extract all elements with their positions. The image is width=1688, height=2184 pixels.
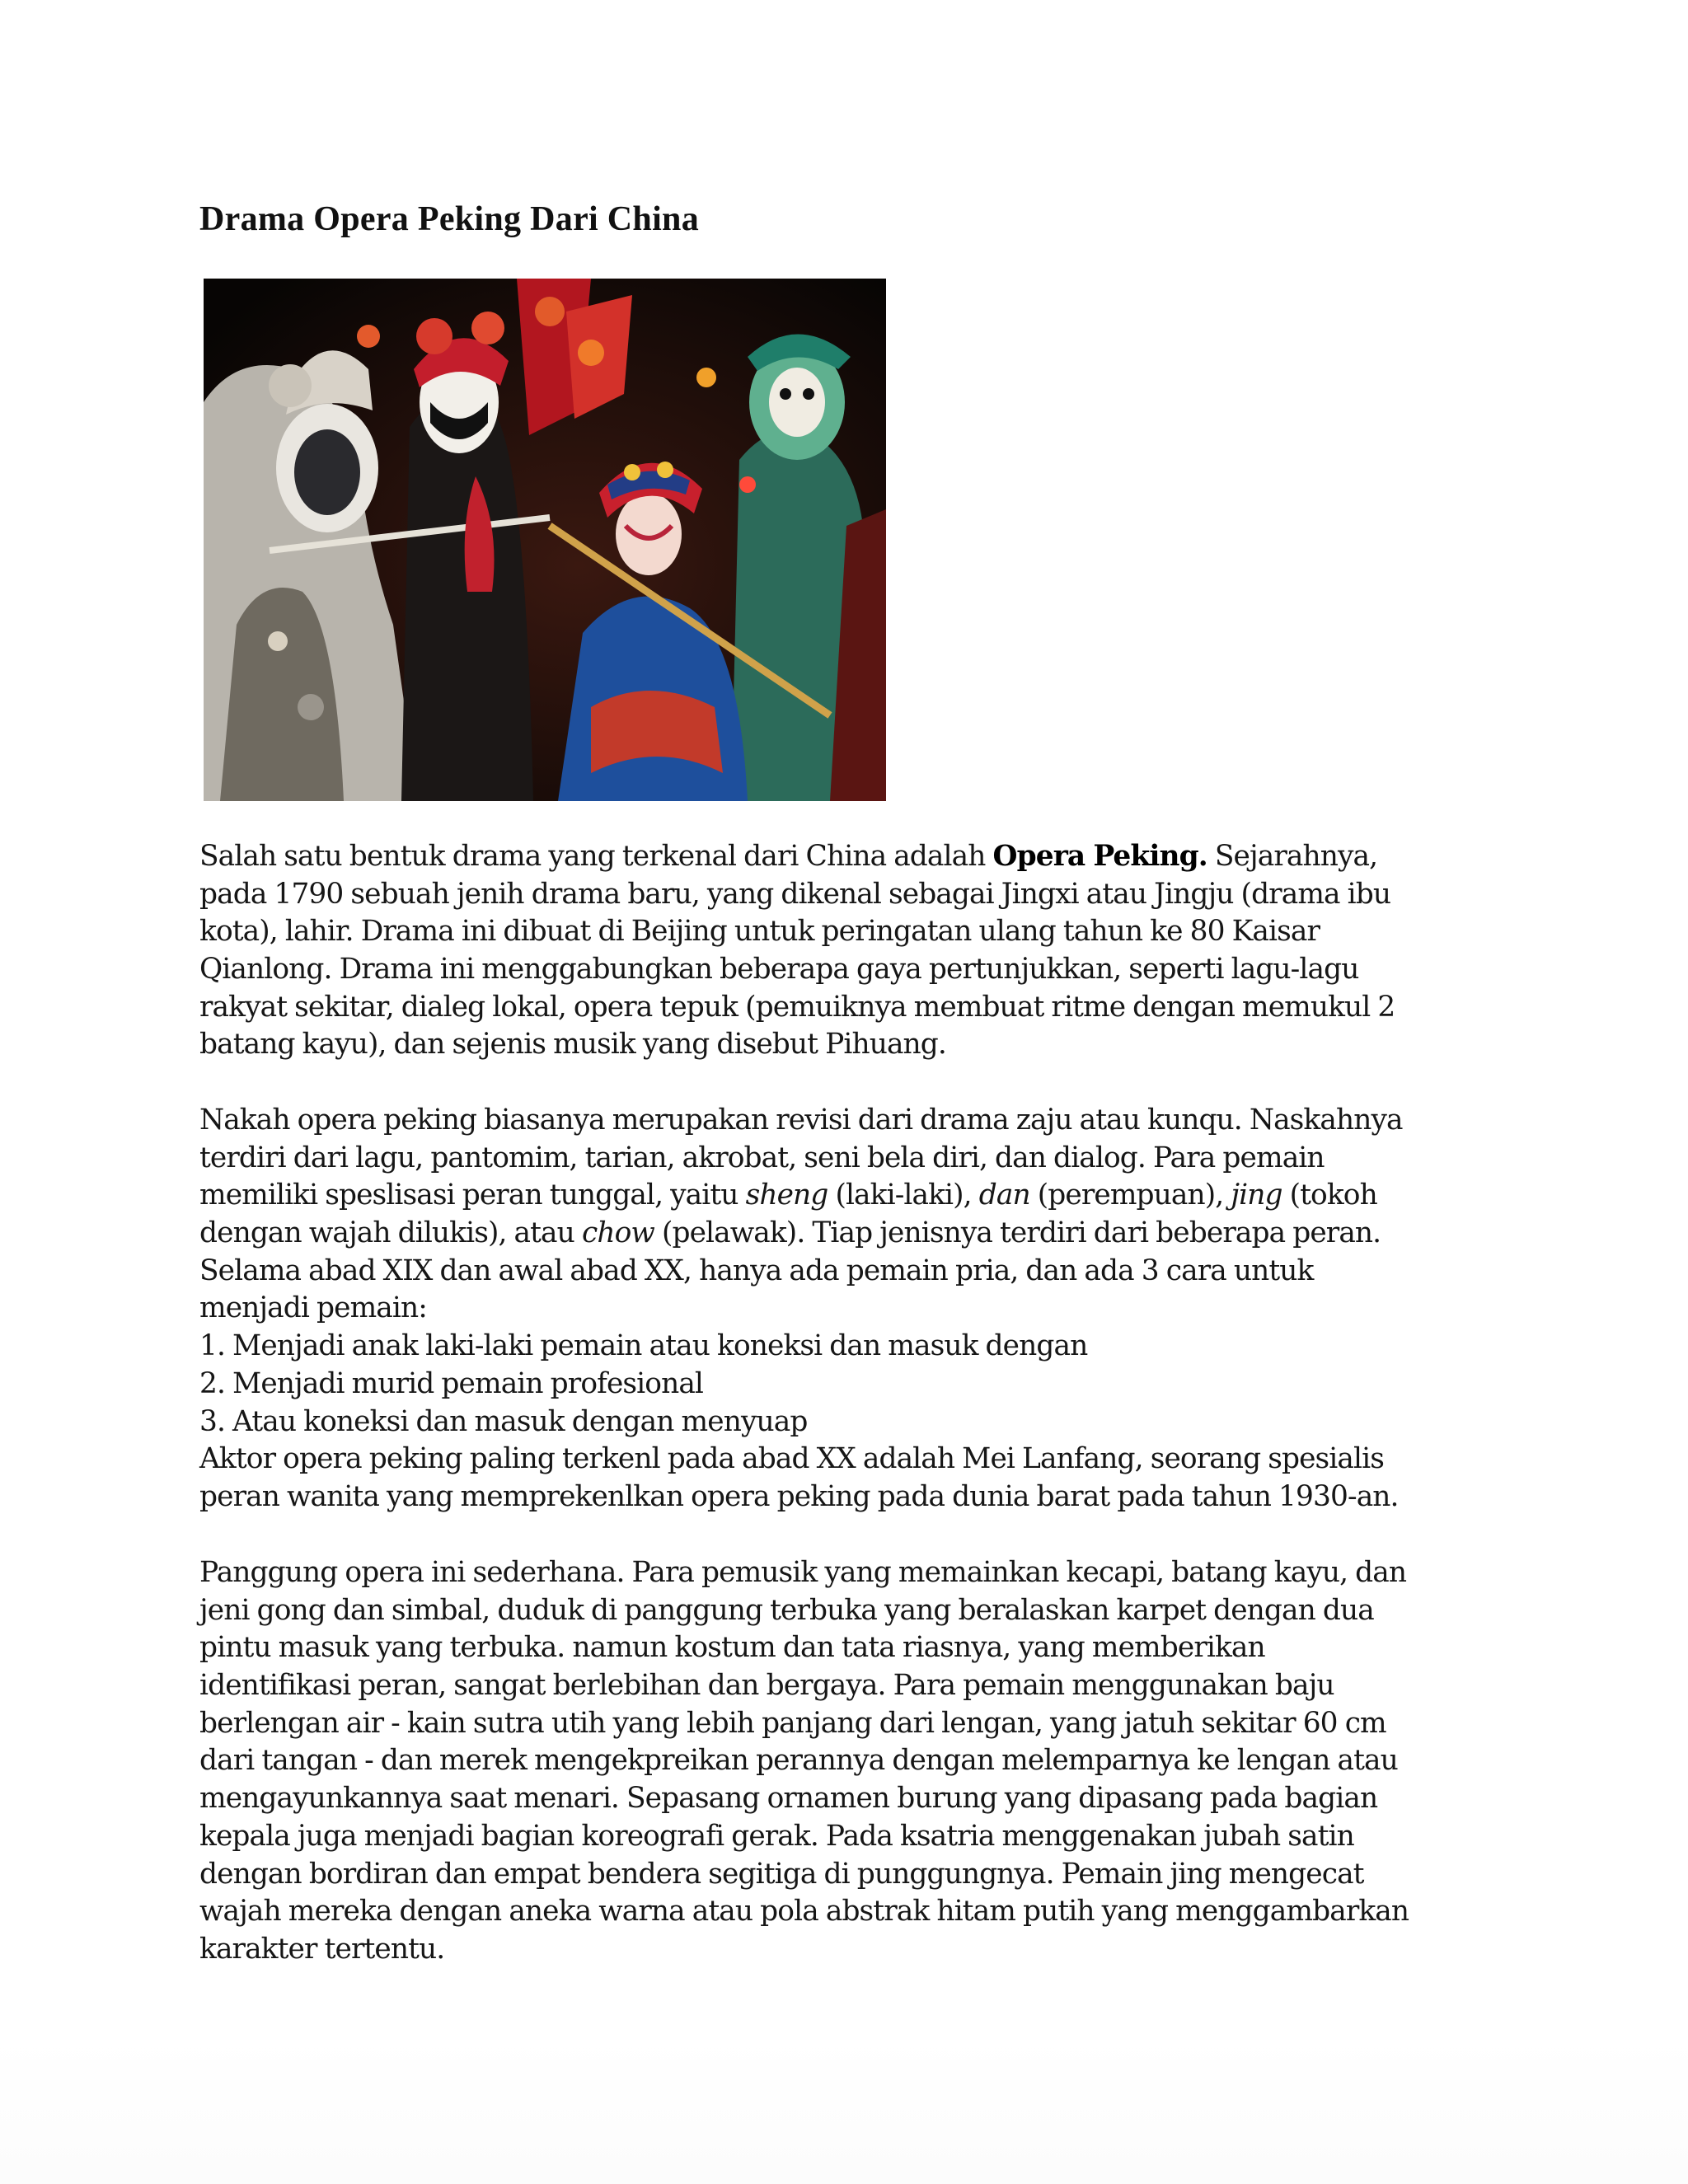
text-line: pada 1790 sebuah jenih drama baru, yang dikenal sebagai Jingxi atau Jingju (drama ibu (199, 877, 1391, 911)
page-bottom-shade (0, 2036, 1688, 2184)
text-line: batang kayu), dan sejenis musik yang disebut Pihuang. (199, 1028, 946, 1062)
text-line: kota), lahir. Drama ini dibuat di Beijing untuk peringatan ulang tahun ke 80 Kaisar (199, 915, 1320, 949)
text-line: karakter tertentu. (199, 1932, 445, 1966)
document-title: Drama Opera Peking Dari China (199, 200, 700, 238)
photo-illustration (204, 279, 886, 801)
list-item: 2. Menjadi murid pemain profesional (199, 1366, 704, 1400)
text-line: kepala juga menjadi bagian koreografi gerak. Pada ksatria menggenakan jubah satin (199, 1819, 1354, 1853)
text-line: dari tangan - dan merek mengekpreikan perannya dengan melemparnya ke lengan atau (199, 1744, 1398, 1778)
text-line: peran wanita yang memprekenlkan opera peking pada dunia barat pada tahun 1930-an. (199, 1479, 1399, 1513)
text-line: identifikasi peran, sangat berlebihan dan bergaya. Para pemain menggunakan baju (199, 1669, 1334, 1703)
text-line (199, 1177, 1493, 1215)
role-chow: chow (581, 1216, 654, 1250)
list-item: 1. Menjadi anak laki-laki pemain atau koneksi dan masuk dengan (199, 1329, 1088, 1363)
peking-opera-photo (204, 279, 886, 801)
text-line: dengan bordiran dan empat bendera segitiga di punggungnya. Pemain jing mengecat (199, 1857, 1364, 1891)
text-line: mengayunkannya saat menari. Sepasang ornamen burung yang dipasang pada bagian (199, 1782, 1378, 1816)
role-dan: dan (978, 1179, 1030, 1212)
text-span: (perempuan), (1029, 1179, 1231, 1212)
role-jing: jing (1231, 1179, 1282, 1212)
text-span: (tokoh (1282, 1179, 1377, 1212)
text-line: Aktor opera peking paling terkenl pada abad XX adalah Mei Lanfang, seorang spesialis (199, 1442, 1384, 1476)
text-line: Nakah opera peking biasanya merupakan revisi dari drama zaju atau kunqu. Naskahnya (199, 1104, 1403, 1137)
text-line: wajah mereka dengan aneka warna atau pola abstrak hitam putih yang menggambarkan (199, 1895, 1409, 1929)
paragraph-script-roles (199, 1102, 1493, 1516)
text-line: menjadi pemain: (199, 1291, 427, 1325)
text-span: memiliki speslisasi peran tunggal, yaitu (199, 1179, 746, 1212)
text-line (199, 1215, 1493, 1253)
text-line: Qianlong. Drama ini menggabungkan beberapa gaya pertunjukkan, seperti lagu-lagu (199, 953, 1359, 987)
text-line: terdiri dari lagu, pantomim, tarian, akrobat, seni bela diri, dan dialog. Para pemain (199, 1141, 1325, 1174)
text-line: Selama abad XIX dan awal abad XX, hanya ada pemain pria, dan ada 3 cara untuk (199, 1254, 1314, 1287)
paragraph-stage-costume (199, 1554, 1493, 1969)
text-span: Salah satu bentuk drama yang terkenal dari China adalah (199, 840, 993, 873)
text-line (199, 838, 1493, 876)
text-line: jeni gong dan simbal, duduk di panggung terbuka yang beralaskan karpet dengan dua (199, 1593, 1374, 1627)
text-line: Panggung opera ini sederhana. Para pemusik yang memainkan kecapi, batang kayu, dan (199, 1556, 1407, 1589)
text-span: (pelawak). Tiap jenisnya terdiri dari beberapa peran. (654, 1216, 1381, 1250)
text-line: rakyat sekitar, dialeg lokal, opera tepuk (pemuiknya membuat ritme dengan memukul 2 (199, 990, 1395, 1024)
text-line: pintu masuk yang terbuka. namun kostum dan tata riasnya, yang memberikan (199, 1631, 1265, 1665)
opera-peking-bold: Opera Peking. (992, 840, 1207, 873)
text-span: (laki-laki), (828, 1179, 979, 1212)
role-sheng: sheng (745, 1179, 828, 1212)
text-span: dengan wajah dilukis), atau (199, 1216, 582, 1250)
list-item: 3. Atau koneksi dan masuk dengan menyuap (199, 1404, 808, 1438)
text-span: Sejarahnya, (1207, 840, 1378, 873)
text-line: berlengan air - kain sutra utih yang lebih panjang dari lengan, yang jatuh sekitar 60 cm (199, 1706, 1386, 1740)
paragraph-intro (199, 838, 1493, 1064)
